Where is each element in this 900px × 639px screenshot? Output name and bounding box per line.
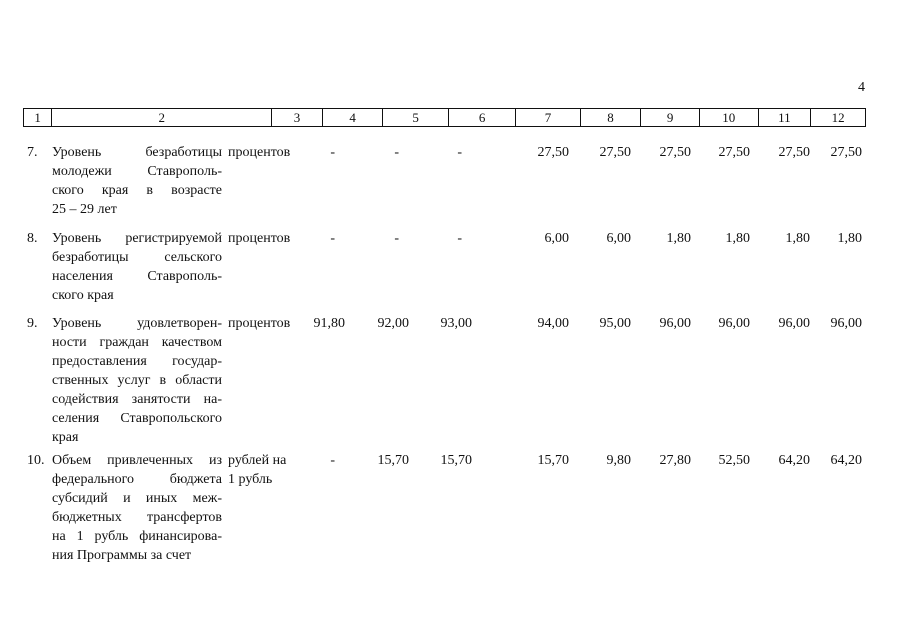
indicator-name-line: ского края xyxy=(52,288,114,303)
row-number: 7. xyxy=(27,145,38,160)
value-cell: 27,50 xyxy=(718,145,750,160)
value-cell: 64,20 xyxy=(830,453,862,468)
unit-of-measure xyxy=(228,314,308,333)
indicator-name-line: края xyxy=(52,430,79,445)
row-number: 8. xyxy=(27,231,38,246)
value-cell: 64,20 xyxy=(778,453,810,468)
page-number: 4 xyxy=(858,80,865,95)
value-cell: - xyxy=(330,231,335,246)
indicator-name-line: бюджетных трансфертов xyxy=(52,510,222,525)
header-cell: 5 xyxy=(383,109,448,126)
indicator-name xyxy=(52,314,222,447)
value-cell: 1,80 xyxy=(837,231,862,246)
value-cell: 96,00 xyxy=(659,316,691,331)
row-number: 9. xyxy=(27,316,38,331)
value-cell: - xyxy=(394,145,399,160)
unit-of-measure xyxy=(228,451,308,489)
indicator-name-line: Уровень регистрируемой xyxy=(52,231,222,246)
header-cell: 1 xyxy=(24,109,52,126)
indicator-name-line: ности граждан качеством xyxy=(52,335,222,350)
value-cell: - xyxy=(457,145,462,160)
value-cell: 9,80 xyxy=(606,453,631,468)
unit-line: 1 рубль xyxy=(228,472,273,487)
indicator-name-line: Уровень безработицы xyxy=(52,145,222,160)
value-cell: - xyxy=(457,231,462,246)
value-cell: 1,80 xyxy=(785,231,810,246)
value-cell: 52,50 xyxy=(718,453,750,468)
value-cell: 15,70 xyxy=(537,453,569,468)
indicator-name-line: Уровень удовлетворен- xyxy=(52,316,222,331)
value-cell: 96,00 xyxy=(830,316,862,331)
header-cell: 4 xyxy=(323,109,384,126)
indicator-name-line: селения Ставропольского xyxy=(52,411,222,426)
value-cell: - xyxy=(394,231,399,246)
indicator-name xyxy=(52,229,222,305)
row-number: 10. xyxy=(27,453,45,468)
indicator-name-line: 25 – 29 лет xyxy=(52,202,117,217)
value-cell: 96,00 xyxy=(718,316,750,331)
value-cell: 15,70 xyxy=(377,453,409,468)
header-cell: 3 xyxy=(272,109,323,126)
value-cell: 27,50 xyxy=(537,145,569,160)
value-cell: 27,50 xyxy=(830,145,862,160)
unit-of-measure xyxy=(228,143,308,162)
value-cell: - xyxy=(330,453,335,468)
value-cell: 27,50 xyxy=(659,145,691,160)
value-cell: 27,50 xyxy=(599,145,631,160)
indicator-name-line: молодежи Ставрополь- xyxy=(52,164,222,179)
unit-line: процентов xyxy=(228,231,291,246)
header-cell: 9 xyxy=(641,109,700,126)
header-cell: 12 xyxy=(831,110,845,125)
indicator-name-line: Объем привлеченных из xyxy=(52,453,222,468)
unit-line: рублей на xyxy=(228,453,287,468)
indicator-name-line: субсидий и иных меж- xyxy=(52,491,222,506)
value-cell: 92,00 xyxy=(377,316,409,331)
indicator-name-line: содействия занятости на- xyxy=(52,392,222,407)
header-cell: 6 xyxy=(449,109,516,126)
header-cell: 8 xyxy=(581,109,642,126)
indicator-name-line: предоставления государ- xyxy=(52,354,222,369)
indicator-name-line: безработицы сельского xyxy=(52,250,222,265)
value-cell: 95,00 xyxy=(599,316,631,331)
value-cell: 94,00 xyxy=(537,316,569,331)
indicator-name-line: на 1 рубль финансирова- xyxy=(52,529,222,544)
value-cell: 91,80 xyxy=(313,316,345,331)
value-cell: 27,80 xyxy=(659,453,691,468)
unit-line: процентов xyxy=(228,145,291,160)
value-cell: - xyxy=(330,145,335,160)
header-cell: 2 xyxy=(52,109,272,126)
indicator-name-line: ния Программы за счет xyxy=(52,548,192,563)
indicator-name-line: ского края в возрасте xyxy=(52,183,222,198)
header-cell: 10 xyxy=(700,109,759,126)
value-cell: 15,70 xyxy=(440,453,472,468)
value-cell: 6,00 xyxy=(544,231,569,246)
table-header-row xyxy=(23,108,866,127)
value-cell: 27,50 xyxy=(778,145,810,160)
indicator-name xyxy=(52,143,222,219)
value-cell: 1,80 xyxy=(725,231,750,246)
header-cell: 11 xyxy=(759,109,812,126)
value-cell: 96,00 xyxy=(778,316,810,331)
indicator-name xyxy=(52,451,222,565)
header-cell: 7 xyxy=(516,109,580,126)
indicator-name-line: федерального бюджета xyxy=(52,472,222,487)
value-cell: 93,00 xyxy=(440,316,472,331)
value-cell: 6,00 xyxy=(606,231,631,246)
unit-of-measure xyxy=(228,229,308,248)
indicator-name-line: населения Ставрополь- xyxy=(52,269,222,284)
indicator-name-line: ственных услуг в области xyxy=(52,373,222,388)
value-cell: 1,80 xyxy=(666,231,691,246)
unit-line: процентов xyxy=(228,316,291,331)
